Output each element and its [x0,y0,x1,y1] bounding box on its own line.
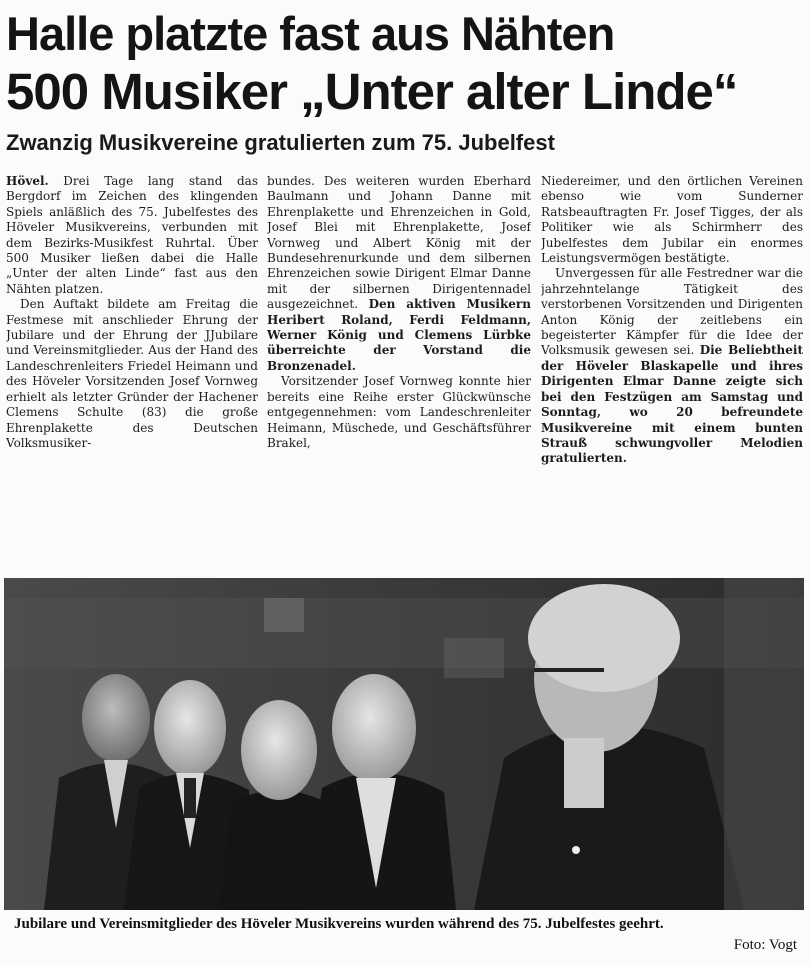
group-photo [4,578,804,910]
column-2-paragraph-1-bold: Den aktiven Musikern Heribert Roland, Ferdi Feldmann, Werner König und Clemens Lürbke überreichte der Vorstand die Bronzenadel. [267,297,531,373]
article-column-3 [541,174,803,570]
article-column-1 [6,174,258,570]
photo-credit: Foto: Vogt [733,937,797,953]
article-column-2 [267,174,531,570]
headline-line-2: 500 Musiker „Unter alter Linde“ [6,63,738,120]
column-2-paragraph-2: Vorsitzender Josef Vornweg konnte hier bereits eine Reihe erster Glückwünsche entgegennehmen: vom Landeschrenleiter Heimann, Müschede, und Geschäftsführer Brakel, [267,374,531,450]
column-2-paragraph-1-text: bundes. Des weiteren wurden Eberhard Baulmann und Johann Danne mit Ehrenplakette und Ehrenzeichen in Gold, Josef Blei mit Ehrenplakette, Josef Vornweg und Albert König mit der Bundesehrenurkunde und dem silbernen Ehrenzeichen sowie Dirigent Elmar Danne mit der silbernen Dirigentennadel ausgezeichnet. [267,174,531,312]
dateline: Hövel. [6,174,49,188]
column-3-paragraph-2-bold: Die Beliebtheit der Höveler Blaskapelle und ihres Dirigenten Elmar Danne zeigte sich bei den Festzügen am Samstag und Sonntag, wo 20 befreundete Musikvereine mit einem bunten Strauß schwungvoller Melodien gratulierten. [541,343,803,466]
group-photo-illustration [4,578,804,910]
column-1-paragraph-1 [6,174,258,297]
column-1-paragraph-1-text: Drei Tage lang stand das Bergdorf im Zeichen des klingenden Spiels anläßlich des 75. Jubelfestes des Höveler Musikvereins, verbunden mit dem Bezirks-Musikfest Ruhrtal. Über 500 Musiker ließen dabei die Halle „Unter der alten Linde“ fast aus den Nähten platzen. [6,174,258,296]
headline-line-1: Halle platzte fast aus Nähten [6,7,615,60]
subheadline: Zwanzig Musikvereine gratulierten zum 75. Jubelfest [6,130,555,155]
column-3-paragraph-1: Niedereimer, und den örtlichen Vereinen ebenso wie vom Sunderner Ratsbeauftragten Fr. Josef Tigges, der als Politiker wie als Schirmherr des Jubelfestes dem Jubilar ein enormes Leistungsvermögen bestätigte. [541,174,803,266]
photo-caption: Jubilare und Vereinsmitglieder des Höveler Musikvereins wurden während des 75. Jubelfestes geehrt. [14,916,664,932]
column-2-paragraph-1 [267,174,531,374]
column-3-paragraph-2 [541,266,803,466]
column-1-paragraph-2: Den Auftakt bildete am Freitag die Festmese mit anschlieder Ehrung der Jubilare und der Ehrung der JJubilare und Vereinsmitglieder. Aus der Hand des Landeschrenleiters Friedel Heimann und des Höveler Vorsitzenden Josef Vornweg erhielt als letzter Gründer der Hachener Clemens Schulte (83) die große Ehrenplakette des Deutschen Volksmusiker- [6,297,258,450]
column-3-paragraph-2-text: Unvergessen für alle Festredner war die jahrzehntelange Tätigkeit des verstorbenen Vorsitzenden und Dirigenten Anton König der zeitlebens ein begeisterter Kämpfer für die Idee der Volksmusik gewesen sei. [541,266,803,358]
